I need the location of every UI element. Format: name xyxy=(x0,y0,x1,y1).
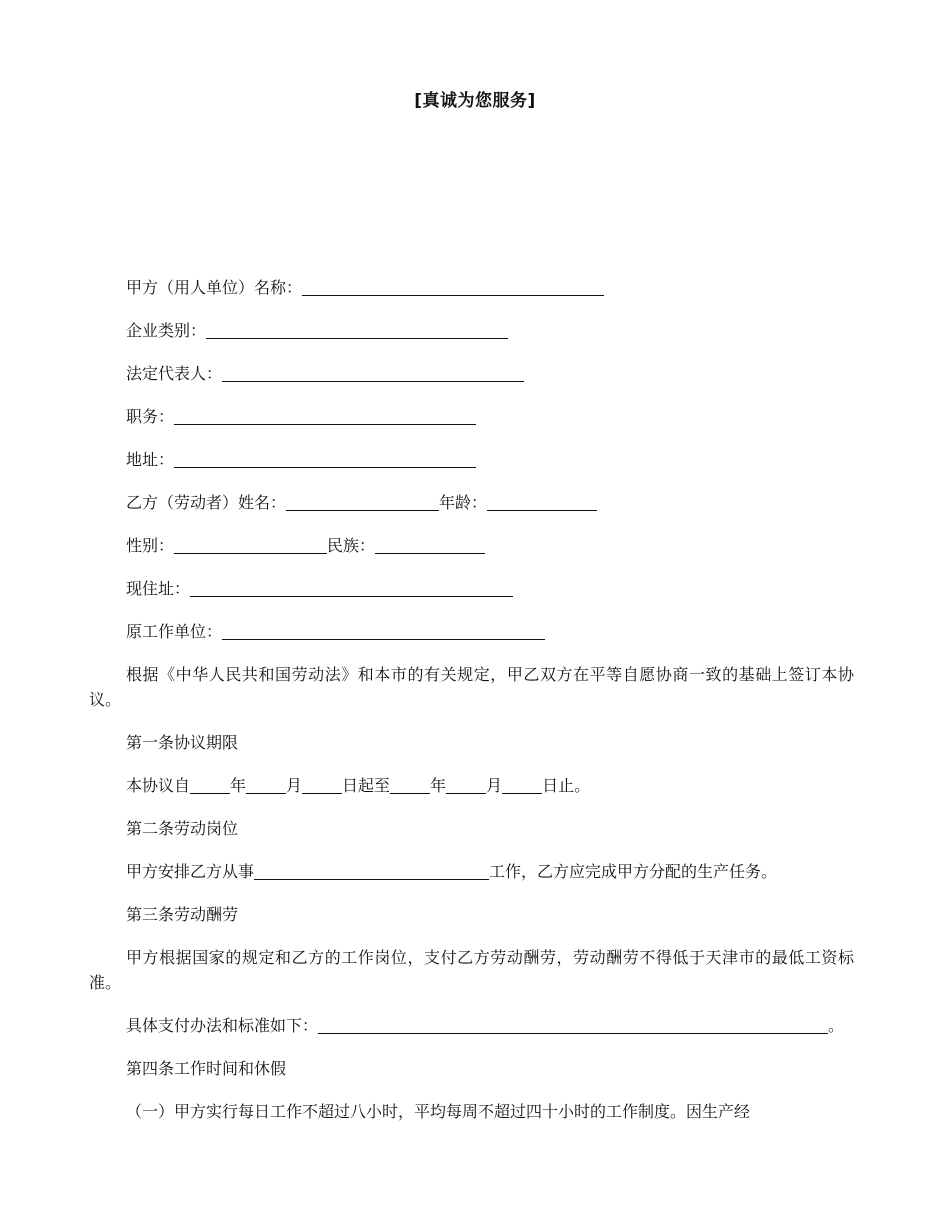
pay-paragraph: 甲方根据国家的规定和乙方的工作岗位，支付乙方劳动酬劳，劳动酬劳不得低于天津市的最低工资标准。 xyxy=(89,948,854,992)
term-month-label: 月 xyxy=(286,776,303,795)
employer-name-label: 甲方（用人单位）名称： xyxy=(126,278,303,297)
term-year-label: 年 xyxy=(230,776,247,795)
employee-name-blank xyxy=(286,494,439,511)
employee-line xyxy=(89,490,854,515)
employer-name-blank xyxy=(302,279,604,296)
hours-paragraph: （一）甲方实行每日工作不超过八小时，平均每周不超过四十小时的工作制度。因生产经 xyxy=(126,1102,751,1121)
term-day-end-label: 日止。 xyxy=(542,776,591,795)
employee-name-label: 乙方（劳动者）姓名： xyxy=(126,493,287,512)
term-line xyxy=(89,773,854,798)
enterprise-type-blank xyxy=(206,322,508,339)
pay-method-end: 。 xyxy=(828,1016,845,1035)
start-month-blank xyxy=(246,777,286,794)
contract-body xyxy=(89,275,854,1142)
page-title: [真诚为您服务] xyxy=(414,91,536,111)
job-prefix: 甲方安排乙方从事 xyxy=(126,862,255,881)
end-year-blank xyxy=(390,777,430,794)
job-suffix: 工作，乙方应完成甲方分配的生产任务。 xyxy=(489,862,778,881)
legal-rep-line xyxy=(89,361,854,386)
current-address-blank xyxy=(190,580,513,597)
age-blank xyxy=(487,494,597,511)
intro-paragraph: 根据《中华人民共和国劳动法》和本市的有关规定，甲乙双方在平等自愿协商一致的基础上签订本协议。 xyxy=(89,665,854,709)
current-address-line xyxy=(89,576,854,601)
gender-line xyxy=(89,533,854,558)
pay-method-blank xyxy=(318,1017,823,1034)
job-blank xyxy=(254,863,489,880)
term-day-start-label: 日起至 xyxy=(342,776,391,795)
current-address-label: 现住址： xyxy=(126,579,191,598)
address-label: 地址： xyxy=(126,450,175,469)
pay-method-label: 具体支付办法和标准如下： xyxy=(126,1016,319,1035)
gender-label: 性别： xyxy=(126,536,175,555)
term-month2-label: 月 xyxy=(486,776,503,795)
position-line xyxy=(89,404,854,429)
article-1-title: 第一条协议期限 xyxy=(126,733,239,752)
legal-rep-blank xyxy=(222,365,524,382)
gender-blank xyxy=(174,537,327,554)
end-month-blank xyxy=(446,777,486,794)
pay-method-blank-continued xyxy=(786,1017,828,1034)
age-label: 年龄： xyxy=(439,493,488,512)
start-day-blank xyxy=(302,777,342,794)
employer-name-line xyxy=(89,275,854,300)
article-2-title: 第二条劳动岗位 xyxy=(126,819,239,838)
start-year-blank xyxy=(190,777,230,794)
address-line xyxy=(89,447,854,472)
pay-method-line xyxy=(89,1013,854,1038)
former-employer-blank xyxy=(222,623,545,640)
former-employer-label: 原工作单位： xyxy=(126,622,223,641)
article-4-title: 第四条工作时间和休假 xyxy=(126,1059,287,1078)
address-blank xyxy=(174,451,476,468)
former-employer-line xyxy=(89,619,854,644)
ethnicity-blank xyxy=(375,537,485,554)
legal-rep-label: 法定代表人： xyxy=(126,364,223,383)
job-line xyxy=(89,859,854,884)
enterprise-type-line xyxy=(89,318,854,343)
term-prefix: 本协议自 xyxy=(126,776,191,795)
enterprise-type-label: 企业类别： xyxy=(126,321,207,340)
term-year2-label: 年 xyxy=(430,776,447,795)
end-day-blank xyxy=(502,777,542,794)
article-3-title: 第三条劳动酬劳 xyxy=(126,905,239,924)
ethnicity-label: 民族： xyxy=(327,536,376,555)
position-label: 职务： xyxy=(126,407,175,426)
position-blank xyxy=(174,408,476,425)
